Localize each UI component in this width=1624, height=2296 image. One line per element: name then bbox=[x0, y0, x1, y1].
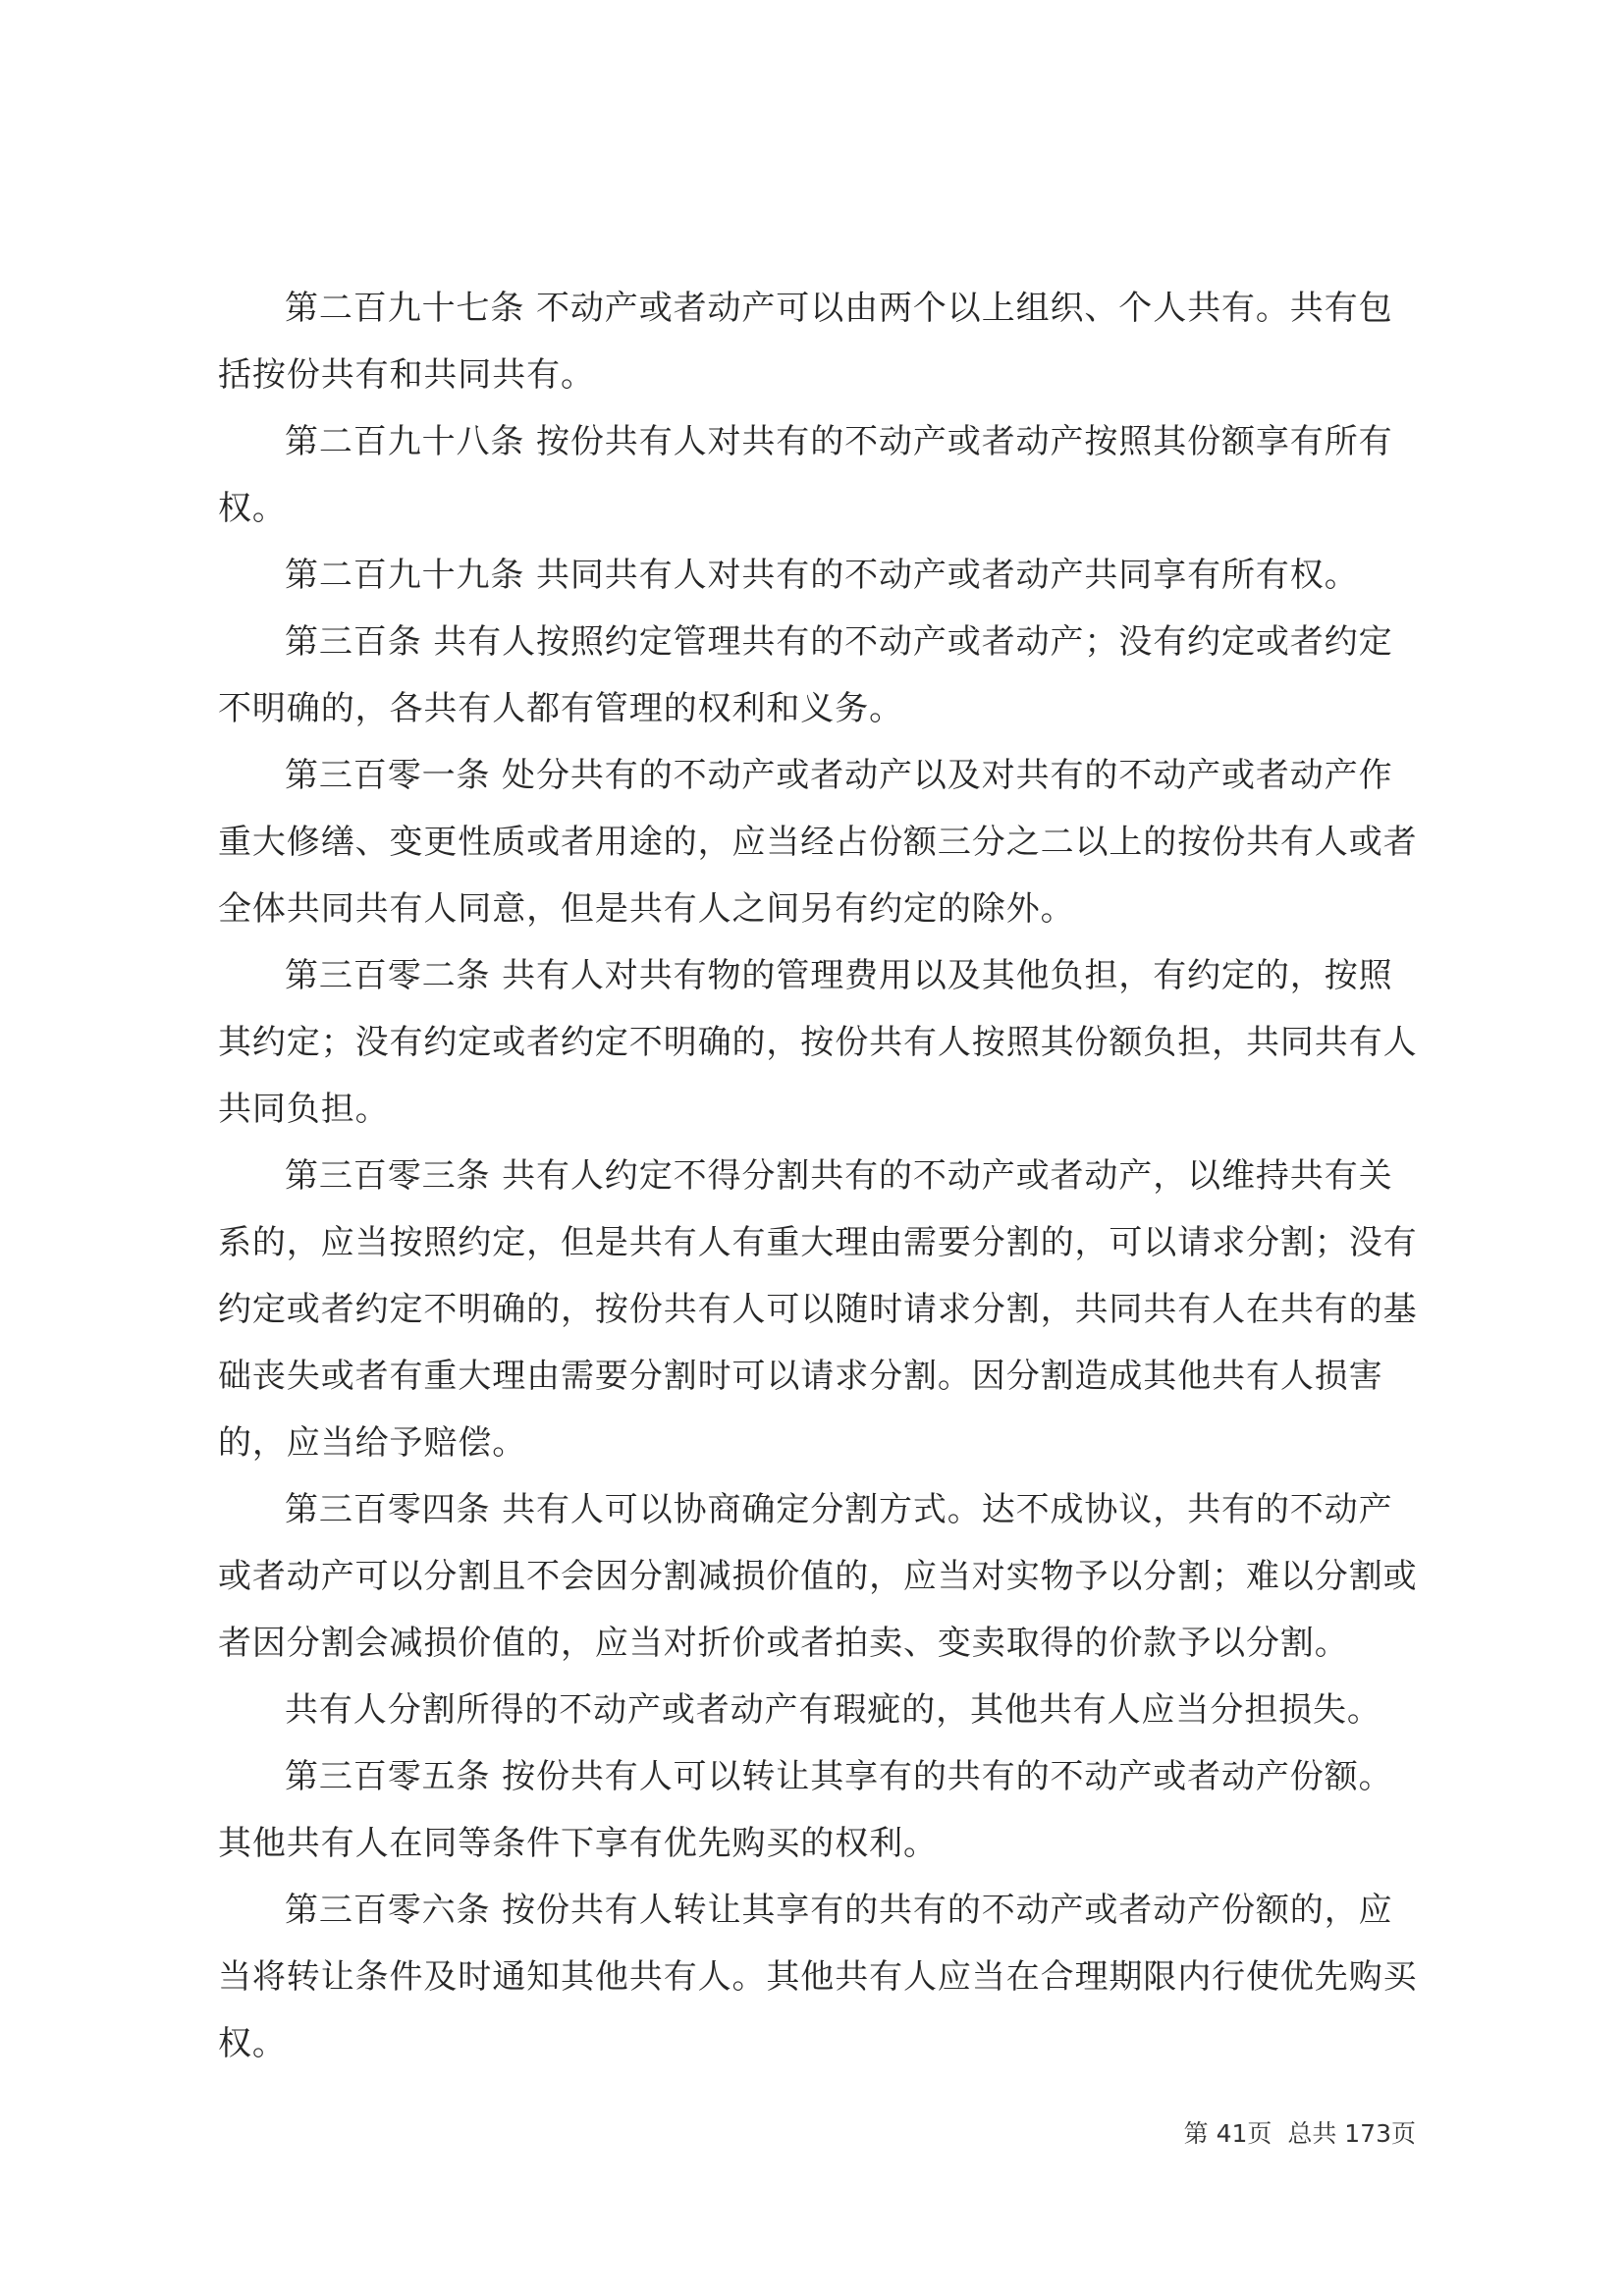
paragraph-article-306: 第三百零六条 按份共有人转让其享有的共有的不动产或者动产份额的，应当将转让条件及时通知其他共有人。其他共有人应当在合理期限内行使优先购买权。 bbox=[218, 1891, 1418, 2063]
paragraph-article-305: 第三百零五条 按份共有人可以转让其享有的共有的不动产或者动产份额。其他共有人在同等条件下享有优先购买的权利。 bbox=[218, 1757, 1393, 1863]
document-body bbox=[218, 275, 1418, 2077]
paragraph-article-303: 第三百零三条 共有人约定不得分割共有的不动产或者动产，以维持共有关系的，应当按照约定，但是共有人有重大理由需要分割的，可以请求分割；没有约定或者约定不明确的，按份共有人可以随时请求分割，共同共有人在共有的基础丧失或者有重大理由需要分割时可以请求分割。因分割造成其他共有人损害的，应当给予赔偿。 bbox=[218, 1156, 1418, 1463]
paragraph-article-301: 第三百零一条 处分共有的不动产或者动产以及对共有的不动产或者动产作重大修缮、变更性质或者用途的，应当经占份额三分之二以上的按份共有人或者全体共同共有人同意，但是共有人之间另有约定的除外。 bbox=[218, 756, 1418, 929]
paragraph-article-299: 第二百九十九条 共同共有人对共有的不动产或者动产共同享有所有权。 bbox=[285, 556, 1359, 595]
paragraph-article-298: 第二百九十八条 按份共有人对共有的不动产或者动产按照其份额享有所有权。 bbox=[218, 422, 1393, 528]
paragraph-article-304-clause-2: 共有人分割所得的不动产或者动产有瑕疵的，其他共有人应当分担损失。 bbox=[285, 1690, 1381, 1730]
paragraph-article-300: 第三百条 共有人按照约定管理共有的不动产或者动产；没有约定或者约定不明确的，各共有人都有管理的权利和义务。 bbox=[218, 622, 1393, 728]
page-number-footer: 第 41页 总共 173页 bbox=[1183, 2119, 1416, 2148]
paragraph-article-302: 第三百零二条 共有人对共有物的管理费用以及其他负担，有约定的，按照其约定；没有约定或者约定不明确的，按份共有人按照其份额负担，共同共有人共同负担。 bbox=[218, 956, 1418, 1129]
paragraph-article-297: 第二百九十七条 不动产或者动产可以由两个以上组织、个人共有。共有包括按份共有和共同共有。 bbox=[218, 289, 1393, 395]
paragraph-article-304: 第三百零四条 共有人可以协商确定分割方式。达不成协议，共有的不动产或者动产可以分割且不会因分割减损价值的，应当对实物予以分割；难以分割或者因分割会减损价值的，应当对折价或者拍卖、变卖取得的价款予以分割。 bbox=[218, 1490, 1418, 1663]
